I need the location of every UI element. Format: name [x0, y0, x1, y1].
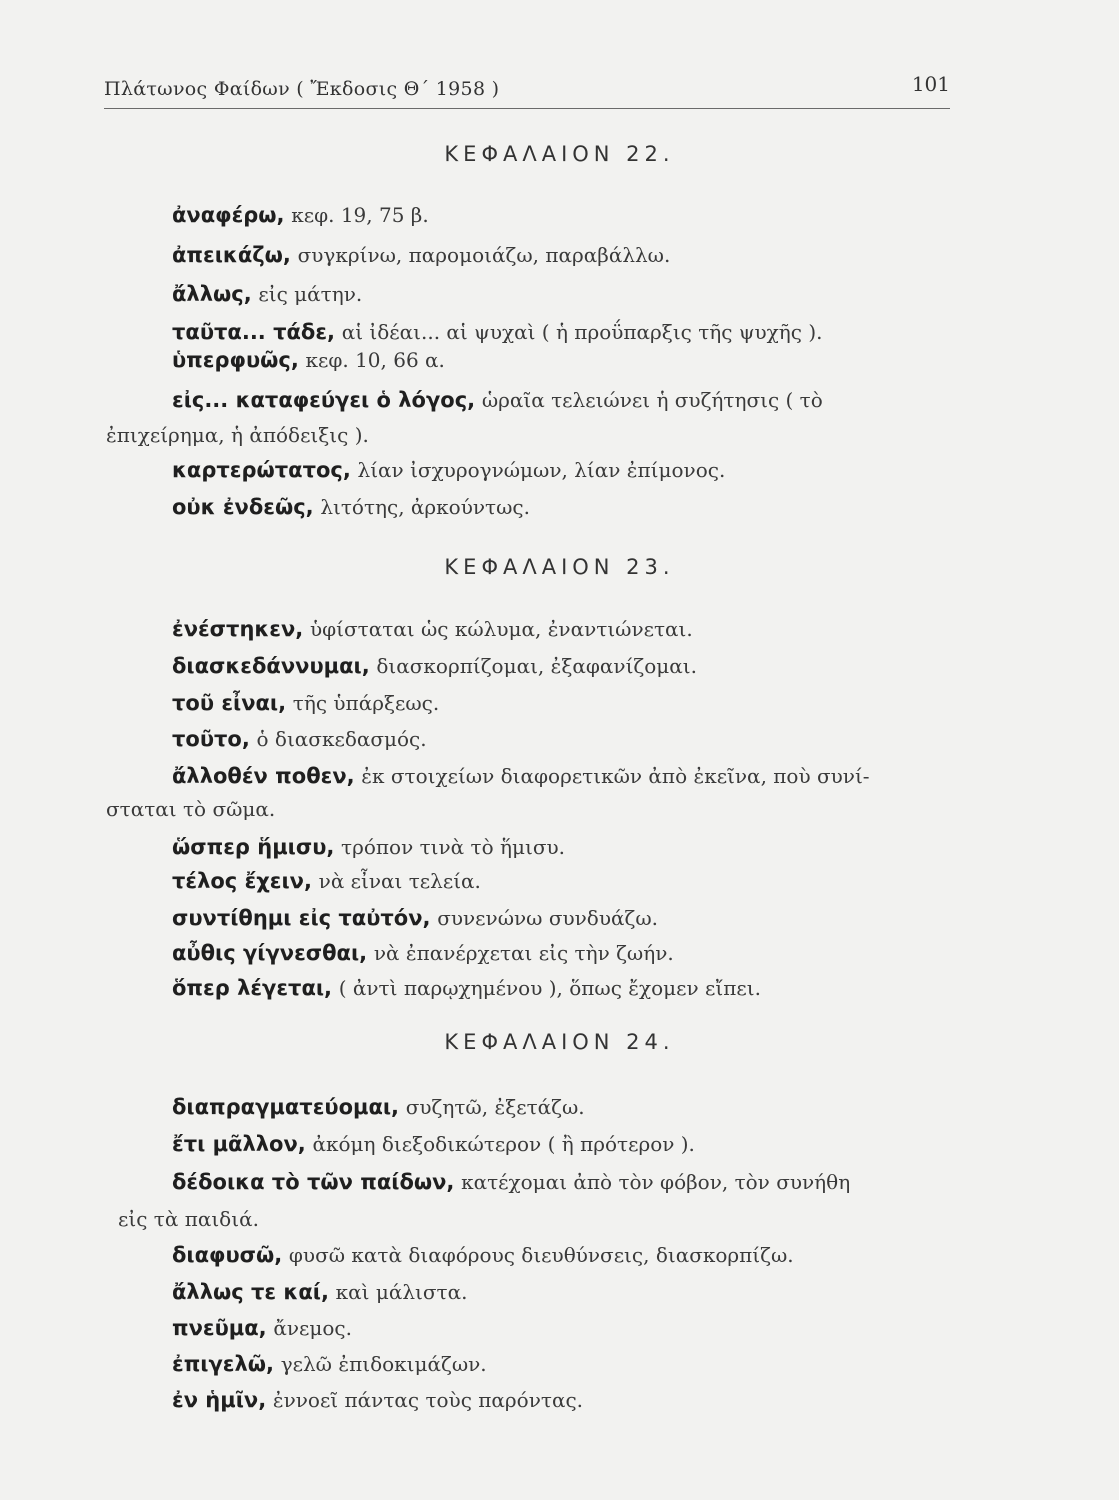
entry-definition: ἐννοεῖ πάντας τοὺς παρόντας. — [272, 1388, 584, 1412]
glossary-entry — [172, 279, 362, 309]
entry-term: ἄλλως τε καί, — [172, 1280, 329, 1304]
glossary-entry — [172, 761, 870, 791]
entry-definition: ἐκ στοιχείων διαφορετικῶν ἀπὸ ἐκεῖνα, ποὺ συνί- — [361, 764, 870, 788]
entry-term: ταῦτα... τάδε, — [172, 320, 336, 344]
entry-definition: καὶ μάλιστα. — [335, 1280, 468, 1304]
entry-definition: κατέχομαι ἀπὸ τὸν φόβον, τὸν συνήθη — [461, 1170, 851, 1194]
entry-term: ἔτι μᾶλλον, — [172, 1132, 306, 1156]
entry-definition: συγκρίνω, παρομοιάζω, παραβάλλω. — [297, 243, 671, 267]
glossary-entry — [172, 200, 429, 230]
entry-term: πνεῦμα, — [172, 1316, 267, 1340]
entry-definition: τῆς ὑπάρξεως. — [292, 691, 440, 715]
glossary-entry — [172, 1349, 487, 1379]
entry-definition-continued: σταται τὸ σῶμα. — [106, 797, 276, 821]
entry-term: διαφυσῶ, — [172, 1243, 283, 1267]
entry-definition: νὰ ἐπανέρχεται εἰς τὴν ζωήν. — [373, 941, 674, 965]
entry-term: αὖθις γίγνεσθαι, — [172, 941, 368, 965]
glossary-entry — [172, 385, 823, 415]
glossary-entry — [172, 1385, 583, 1415]
chapter-heading-24: ΚΕΦΑΛΑΙΟΝ 24. — [444, 1030, 675, 1054]
glossary-entry — [172, 1240, 794, 1270]
entry-term: ἐν ἡμῖν, — [172, 1388, 267, 1412]
entry-definition: ὁ διασκεδασμός. — [256, 727, 427, 751]
running-header — [104, 68, 950, 109]
entry-term: δέδοικα τὸ τῶν παίδων, — [172, 1170, 455, 1194]
glossary-entry — [172, 1129, 695, 1159]
entry-definition: διασκορπίζομαι, ἐξαφανίζομαι. — [376, 654, 697, 678]
glossary-entry — [172, 1277, 467, 1307]
entry-term: διαπραγματεύομαι, — [172, 1095, 400, 1119]
glossary-entry — [172, 455, 725, 485]
entry-term: ὑπερφυῶς, — [172, 348, 299, 372]
glossary-entry — [172, 1313, 352, 1343]
glossary-entry — [172, 1092, 585, 1122]
chapter-heading-22: ΚΕΦΑΛΑΙΟΝ 22. — [444, 142, 675, 166]
entry-term: καρτερώτατος, — [172, 458, 351, 482]
entry-term: ἐπιγελῶ, — [172, 1352, 274, 1376]
entry-term: ἄλλως, — [172, 282, 252, 306]
entry-term: ἀναφέρω, — [172, 203, 285, 227]
entry-definition: συνενώνω συνδυάζω. — [437, 906, 659, 930]
entry-continuation — [118, 1204, 259, 1234]
entry-definition: συζητῶ, ἐξετάζω. — [405, 1095, 585, 1119]
entry-definition: τρόπον τινὰ τὸ ἥμισυ. — [341, 835, 565, 859]
entry-definition: ἄνεμος. — [273, 1316, 352, 1340]
entry-definition-continued: ἐπιχείρημα, ἡ ἀπόδειξις ). — [106, 423, 369, 447]
glossary-entry — [172, 866, 481, 896]
entry-definition: εἰς μάτην. — [258, 282, 363, 306]
entry-definition: ὑφίσταται ὡς κώλυμα, ἐναντιώνεται. — [309, 617, 693, 641]
header-title: Πλάτωνος Φαίδων ( Ἔκδοσις Θ΄ 1958 ) — [104, 78, 500, 100]
entry-definition: λιτότης, ἀρκούντως. — [320, 495, 530, 519]
entry-definition-continued: εἰς τὰ παιδιά. — [118, 1207, 259, 1231]
entry-term: διασκεδάννυμαι, — [172, 654, 370, 678]
glossary-entry — [172, 938, 674, 968]
entry-continuation — [106, 794, 275, 824]
entry-term: εἰς... καταφεύγει ὁ λόγος, — [172, 388, 476, 412]
entry-continuation — [106, 420, 369, 450]
entry-term: ὅπερ λέγεται, — [172, 976, 333, 1000]
glossary-entry — [172, 832, 565, 862]
glossary-entry — [172, 903, 658, 933]
chapter-heading-23: ΚΕΦΑΛΑΙΟΝ 23. — [444, 555, 675, 579]
entry-term: ἐνέστηκεν, — [172, 617, 304, 641]
glossary-entry — [172, 651, 697, 681]
entry-term: τέλος ἔχειν, — [172, 869, 312, 893]
glossary-entry — [172, 724, 427, 754]
entry-definition: νὰ εἶναι τελεία. — [318, 869, 481, 893]
entry-definition: ὡραῖα τελειώνει ἡ συζήτησις ( τὸ — [481, 388, 823, 412]
entry-term: ὥσπερ ἥμισυ, — [172, 835, 335, 859]
glossary-entry — [172, 973, 761, 1003]
entry-definition: λίαν ἰσχυρογνώμων, λίαν ἐπίμονος. — [357, 458, 726, 482]
entry-term: ἄλλοθέν ποθεν, — [172, 764, 355, 788]
glossary-entry — [172, 492, 530, 522]
entry-definition: κεφ. 19, 75 β. — [291, 203, 429, 227]
glossary-entry — [172, 345, 445, 375]
entry-term: τοῦ εἶναι, — [172, 691, 287, 715]
glossary-entry — [172, 317, 823, 347]
glossary-entry — [172, 688, 439, 718]
entry-definition: κεφ. 10, 66 α. — [305, 348, 445, 372]
entry-term: ἀπεικάζω, — [172, 243, 291, 267]
glossary-entry — [172, 240, 670, 270]
glossary-entry — [172, 1167, 850, 1197]
entry-definition: φυσῶ κατὰ διαφόρους διευθύνσεις, διασκορπίζω. — [288, 1243, 794, 1267]
glossary-entry — [172, 614, 693, 644]
entry-definition: αἱ ἰδέαι... αἱ ψυχαὶ ( ἡ προΰπαρξις τῆς ψυχῆς ). — [341, 320, 823, 344]
entry-definition: γελῶ ἐπιδοκιμάζων. — [280, 1352, 487, 1376]
entry-definition: ( ἀντὶ παρῳχημένου ), ὅπως ἔχομεν εἴπει. — [338, 976, 761, 1000]
page-number: 101 — [911, 72, 950, 96]
entry-term: τοῦτο, — [172, 727, 250, 751]
entry-term: συντίθημι εἰς ταὐτόν, — [172, 906, 431, 930]
entry-term: οὐκ ἐνδεῶς, — [172, 495, 314, 519]
entry-definition: ἀκόμη διεξοδικώτερον ( ἢ πρότερον ). — [312, 1132, 695, 1156]
